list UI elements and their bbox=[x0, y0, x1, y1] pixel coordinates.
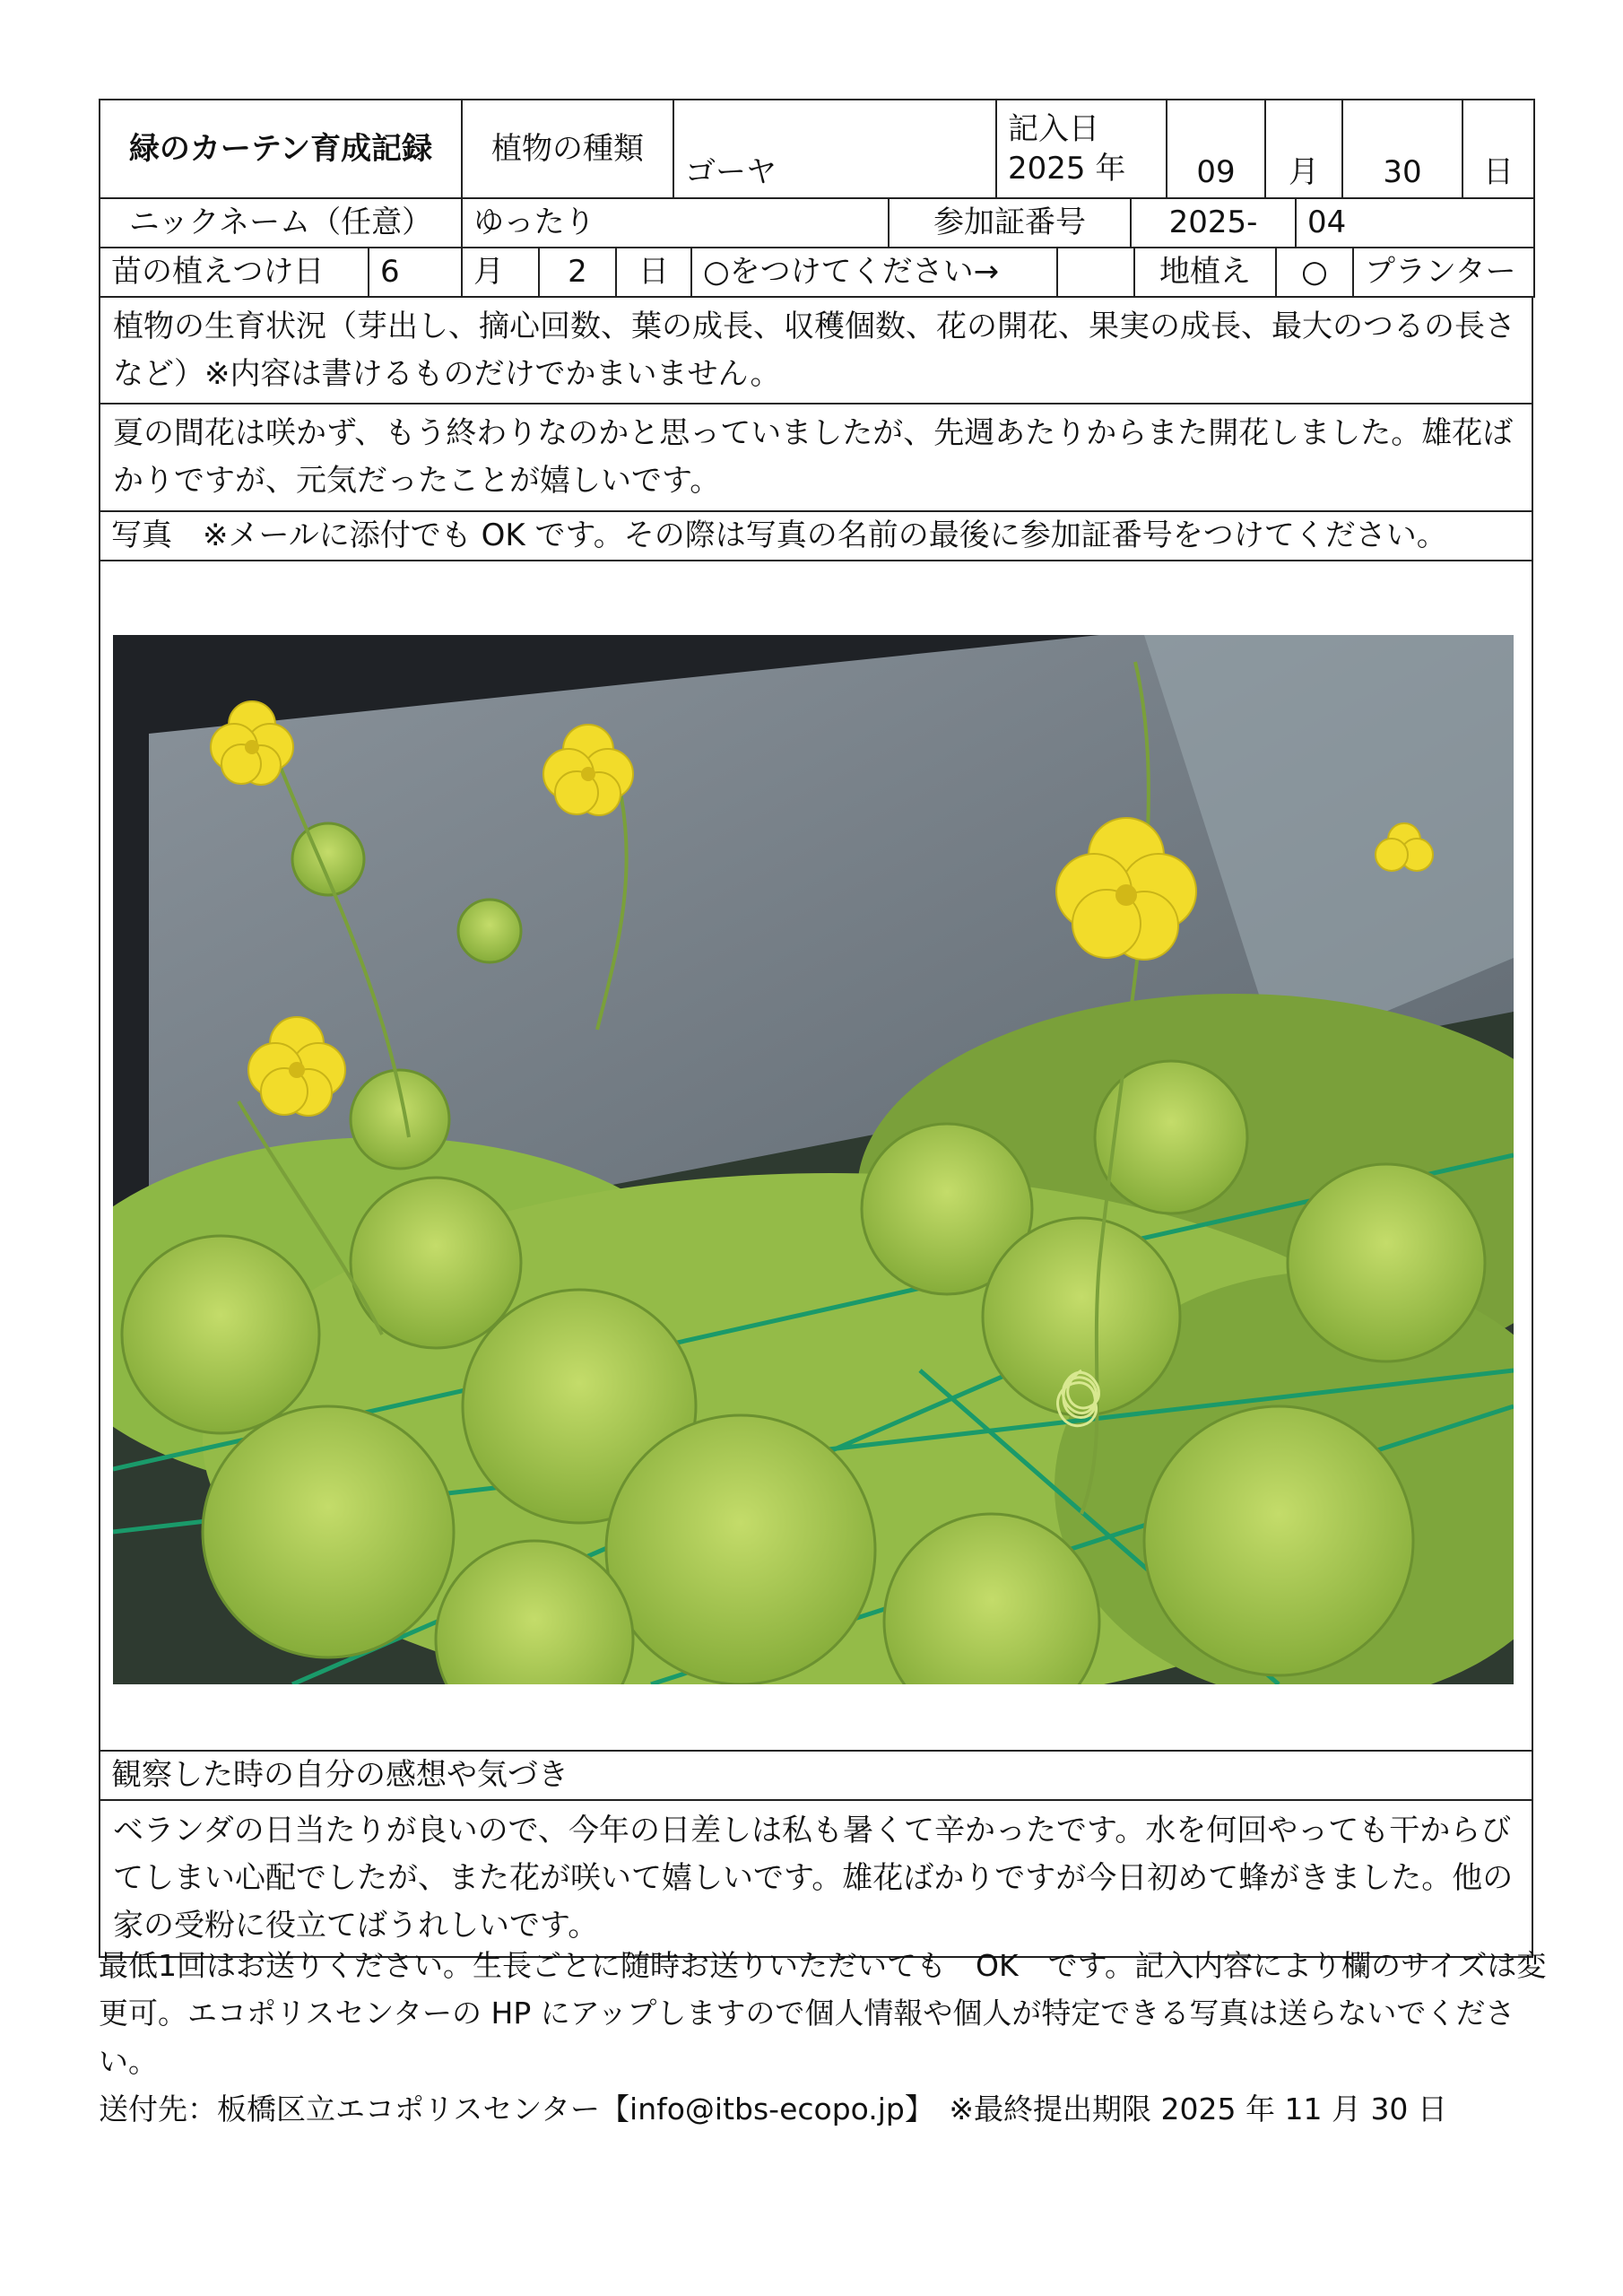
planting-label: 苗の植えつけ日 bbox=[100, 248, 369, 297]
impressions-content[interactable]: ベランダの日当たりが良いので、今年の日差しは私も暑くて辛かったです。水を何回やっても干からびてしまい心配でしたが、また花が咲いて嬉しいです。雄花ばかりですが今日初めて蜂がきました。他の家の受粉に役立てばうれしいです。 bbox=[100, 1800, 1532, 1957]
growth-label: 植物の生育状況（芽出し、摘心回数、葉の成長、収穫個数、花の開花、果実の成長、最大のつるの長さなど）※内容は書けるものだけでかまいません。 bbox=[100, 297, 1532, 404]
entry-year[interactable]: 2025 bbox=[1008, 151, 1086, 187]
footer-note-1: 最低1回はお送りください。生長ごとに随時お送りいただいても OK です。記入内容により欄のサイズは変更可。エコポリスセンターの HP にアップしますので個人情報や個人が特定できる写真は送らないでください。 bbox=[99, 1948, 1547, 2079]
growth-content[interactable]: 夏の間花は咲かず、もう終わりなのかと思っていましたが、先週あたりからまた開花しました。雄花ばかりですが、元気だったことが嬉しいです。 bbox=[100, 404, 1532, 510]
day-unit: 日 bbox=[1462, 100, 1534, 198]
entry-month[interactable]: 09 bbox=[1167, 100, 1265, 198]
entry-date-cell bbox=[996, 100, 1167, 198]
planting-month[interactable]: 6 bbox=[369, 248, 462, 297]
plant-photo bbox=[113, 635, 1514, 1684]
footer-note-2: 送付先：板橋区立エコポリスセンター【info@itbs-ecopo.jp】 ※最終提出期限 2025 年 11 月 30 日 bbox=[99, 2092, 1447, 2127]
circle-instruction: ○をつけてください→ bbox=[691, 248, 1057, 297]
planting-row bbox=[99, 247, 1535, 298]
planter-mark[interactable]: ○ bbox=[1276, 248, 1353, 297]
year-unit: 年 bbox=[1095, 151, 1126, 187]
nickname-label: ニックネーム（任意） bbox=[100, 198, 462, 248]
ground-mark[interactable] bbox=[1057, 248, 1134, 297]
participant-number[interactable]: 04 bbox=[1296, 198, 1534, 248]
planting-day[interactable]: 2 bbox=[539, 248, 616, 297]
plant-type-label: 植物の種類 bbox=[462, 100, 673, 198]
entry-day[interactable]: 30 bbox=[1342, 100, 1462, 198]
photo-cell bbox=[100, 561, 1532, 1751]
planting-day-unit: 日 bbox=[616, 248, 691, 297]
participant-label: 参加証番号 bbox=[889, 198, 1131, 248]
photo-label: 写真 ※メールに添付でも OK です。その際は写真の名前の最後に参加証番号をつけてください。 bbox=[100, 511, 1532, 561]
footer-notes bbox=[99, 1942, 1551, 2134]
header-row bbox=[99, 99, 1535, 199]
record-form bbox=[99, 99, 1533, 1958]
impressions-label: 観察した時の自分の感想や気づき bbox=[100, 1751, 1532, 1800]
plant-type-value[interactable]: ゴーヤ bbox=[673, 100, 996, 198]
planter-label: プランター bbox=[1353, 248, 1534, 297]
planting-month-unit: 月 bbox=[462, 248, 539, 297]
body-rows bbox=[99, 296, 1533, 1958]
form-title: 緑のカーテン育成記録 bbox=[100, 100, 462, 198]
nickname-row bbox=[99, 197, 1535, 248]
nickname-value[interactable]: ゆったり bbox=[462, 198, 889, 248]
ground-label: 地植え bbox=[1134, 248, 1276, 297]
entry-date-label: 記入日 bbox=[1008, 110, 1099, 147]
participant-prefix: 2025- bbox=[1131, 198, 1296, 248]
month-unit: 月 bbox=[1265, 100, 1342, 198]
goya-photo-illustration bbox=[113, 635, 1514, 1684]
